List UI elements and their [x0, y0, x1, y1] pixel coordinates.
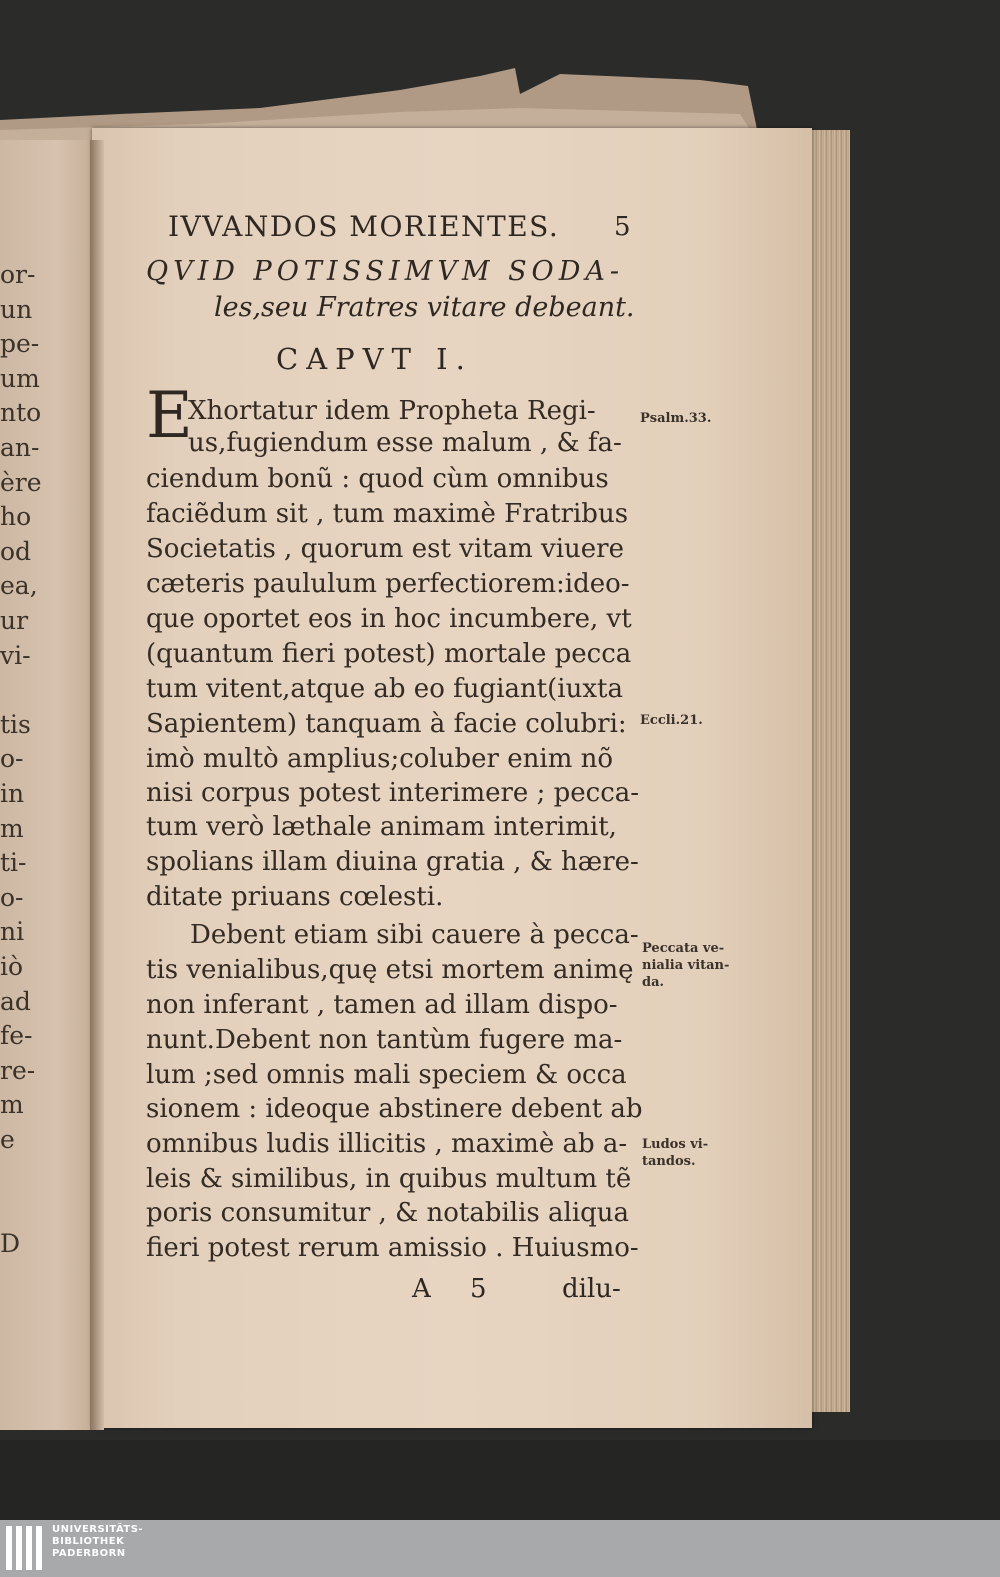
text-line: tis venialibus,quę etsi mortem animę	[146, 955, 634, 985]
left-page-fragment: un	[0, 294, 33, 324]
text-line: imò multò amplius;coluber enim nõ	[146, 744, 614, 774]
margin-note-ludos	[642, 1136, 708, 1170]
margin-note-eccli: Eccli.21.	[640, 713, 703, 728]
text-line: tum verò læthale animam interimit,	[146, 812, 617, 842]
left-page-fragment: um	[0, 363, 40, 393]
text-line: non inferant , tamen ad illam dispo-	[146, 990, 618, 1020]
signature-mark: A	[412, 1274, 431, 1304]
text-line: Societatis , quorum est vitam viuere	[146, 534, 624, 564]
left-page-fragment: ad	[0, 986, 31, 1016]
text-line: (quantum fieri potest) mortale pecca	[146, 639, 632, 669]
left-page-fragment: ère	[0, 467, 42, 497]
left-page-fragment: ea,	[0, 571, 38, 601]
page-number: 5	[614, 212, 631, 242]
gutter-shadow	[90, 140, 104, 1430]
library-logo-icon	[6, 1526, 46, 1570]
page-edges	[808, 130, 850, 1412]
text-line: us,fugiendum esse malum , & fa-	[188, 428, 622, 458]
left-page-fragment: iò	[0, 952, 24, 981]
text-line: spolians illam diuina gratia , & hære-	[146, 847, 639, 877]
left-page-fragment: an-	[0, 433, 40, 462]
left-page-fragment: o-	[0, 744, 24, 774]
text-line: omnibus ludis illicitis , maximè ab a-	[146, 1129, 628, 1159]
left-page-fragment: fe-	[0, 1021, 33, 1051]
signature-number: 5	[470, 1274, 487, 1304]
text-line: poris consumitur , & notabilis aliqua	[146, 1198, 630, 1228]
left-page-fragment: e	[0, 1125, 15, 1154]
margin-note-peccata	[642, 940, 729, 991]
text-line: leis & similibus, in quibus multum tẽ	[146, 1164, 632, 1194]
left-page-fragment: ho	[0, 502, 32, 532]
margin-note-line: Ludos vi-	[642, 1137, 709, 1152]
text-line: lum ;sed omnis mali speciem & occa	[146, 1060, 627, 1090]
text-line: sionem : ideoque abstinere debent ab	[146, 1094, 643, 1124]
margin-note-line: da.	[642, 975, 665, 990]
text-line: Sapientem) tanquam à facie colubri:	[146, 709, 627, 739]
text-line: tum vitent,atque ab eo fugiant(iuxta	[146, 674, 623, 704]
left-page-fragment: m	[0, 1090, 24, 1120]
chapter-heading: CAPVT I.	[276, 342, 473, 376]
text-line: nunt.Debent non tantùm fugere ma-	[146, 1025, 623, 1055]
left-page-fragment: ni	[0, 917, 25, 947]
text-line: Xhortatur idem Propheta Regi-	[188, 396, 596, 426]
library-name-line: UNIVERSITÄTS-	[52, 1524, 144, 1535]
library-name	[52, 1524, 143, 1560]
text-line: que oportet eos in hoc incumbere, vt	[146, 604, 632, 634]
text-line: faciẽdum sit , tum maximè Fratribus	[146, 499, 629, 529]
left-page-fragment: ti-	[0, 848, 27, 878]
drop-cap: E	[146, 379, 193, 453]
footer-bar	[0, 1520, 1000, 1577]
running-header: IVVANDOS MORIENTES.	[168, 210, 560, 243]
left-page-fragment: or-	[0, 260, 36, 289]
left-page-fragment: o-	[0, 882, 24, 912]
library-name-line: BIBLIOTHEK	[52, 1536, 125, 1547]
catchword: dilu-	[562, 1274, 621, 1304]
left-page-fragment: in	[0, 779, 25, 808]
text-line: ciendum bonũ : quod cùm omnibus	[146, 464, 609, 494]
left-page-fragment: ur	[0, 606, 29, 635]
text-line: Debent etiam sibi cauere à pecca-	[190, 920, 639, 950]
library-name-line: PADERBORN	[52, 1548, 126, 1559]
text-line: ditate priuans cœlesti.	[146, 882, 444, 912]
margin-note-line: nialia vitan-	[642, 958, 730, 973]
left-page-fragment: m	[0, 813, 24, 843]
left-page-fragment: od	[0, 536, 32, 566]
margin-note-psalm: Psalm.33.	[640, 411, 712, 426]
left-page-fragment: vi-	[0, 640, 31, 670]
section-title-line-1: QVID POTISSIMVM SODA-	[146, 256, 624, 287]
text-line: cæteris paululum perfectiorem:ideo-	[146, 569, 630, 599]
background-bottom	[0, 1440, 1000, 1520]
text-line: nisi corpus potest interimere ; pecca-	[146, 778, 640, 808]
left-page-fragment: D	[0, 1228, 21, 1258]
left-facing-page	[0, 140, 96, 1430]
margin-note-line: Peccata ve-	[642, 941, 725, 956]
text-line: fieri potest rerum amissio . Huiusmo-	[146, 1233, 639, 1263]
left-page-fragment: pe-	[0, 329, 40, 359]
left-page-fragment: tis	[0, 709, 31, 739]
section-title-line-2: les,seu Fratres vitare debeant.	[214, 292, 635, 323]
left-page-fragment: re-	[0, 1055, 36, 1085]
left-page-fragment: nto	[0, 398, 42, 428]
margin-note-line: tandos.	[642, 1154, 696, 1169]
